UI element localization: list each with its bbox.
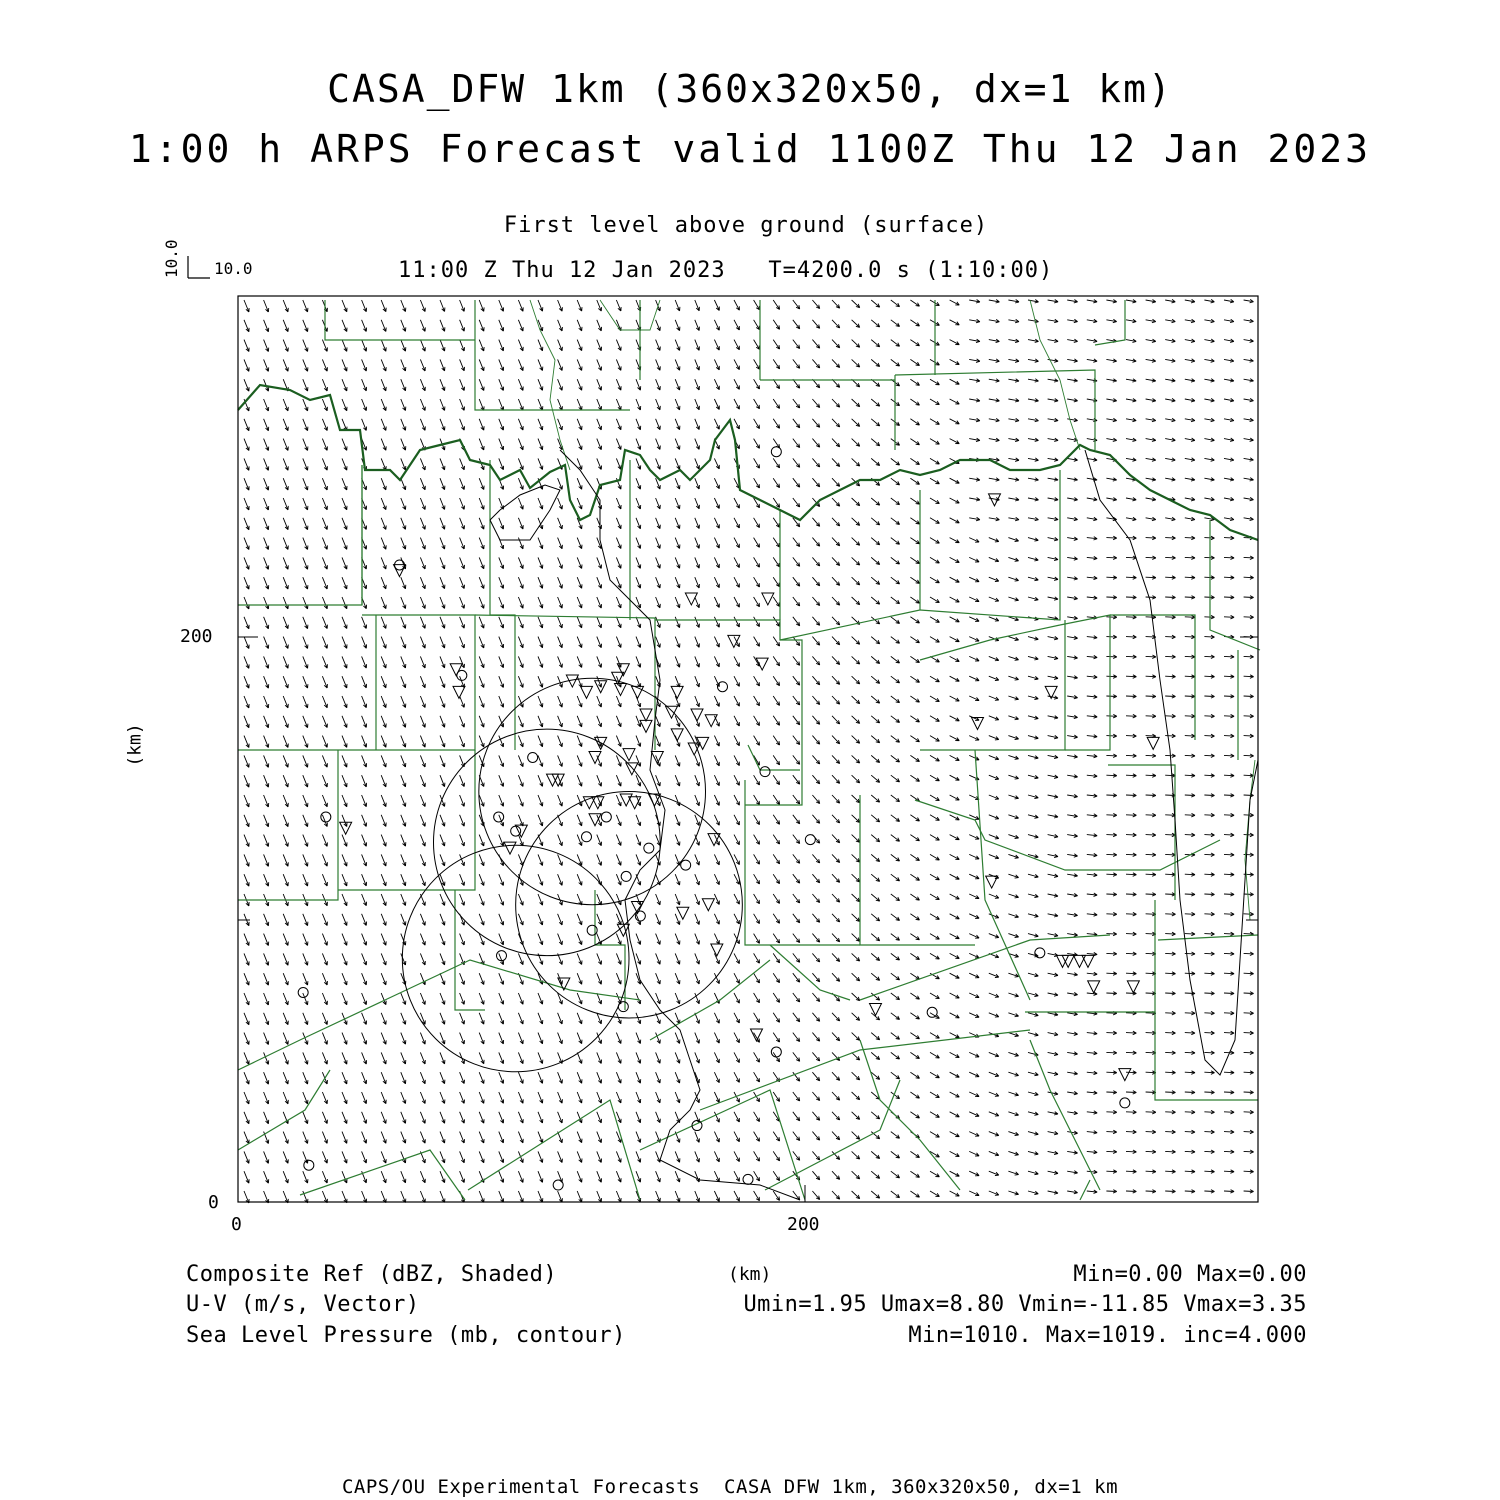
plot-frame xyxy=(238,296,1258,1202)
site-triangle-marker xyxy=(547,774,559,786)
site-triangle-marker xyxy=(1074,955,1086,967)
site-triangle-marker xyxy=(671,729,683,741)
site-triangle-marker xyxy=(595,737,607,749)
site-triangle-marker xyxy=(870,1003,882,1015)
legend-composite-ref: Composite Ref (dBZ, Shaded) xyxy=(186,1262,558,1287)
y-tick-200: 200 xyxy=(180,626,213,647)
wind-vectors xyxy=(244,299,1254,1203)
valid-time-label: 11:00 Z Thu 12 Jan 2023 T=4200.0 s (1:10:00) xyxy=(398,258,1054,283)
site-triangle-marker xyxy=(705,715,717,727)
site-triangle-marker xyxy=(1127,981,1139,993)
site-circle-marker xyxy=(760,767,770,777)
site-circle-marker xyxy=(298,987,308,997)
site-triangle-marker xyxy=(394,565,406,577)
site-triangle-marker xyxy=(671,686,683,698)
legend-slp-range: Min=1010. Max=1019. inc=4.000 xyxy=(908,1323,1307,1348)
vector-scale-u-label: 10.0 xyxy=(214,259,253,278)
site-triangle-marker xyxy=(1082,955,1094,967)
vector-scale-key xyxy=(188,256,210,278)
site-triangle-marker xyxy=(581,686,593,698)
radar-ring-1 xyxy=(479,678,706,905)
legend-uv-range: Umin=1.95 Umax=8.80 Vmin=-11.85 Vmax=3.35 xyxy=(743,1292,1307,1317)
site-circle-marker xyxy=(457,670,467,680)
legend-uv-vector: U-V (m/s, Vector) xyxy=(186,1292,420,1317)
site-triangle-marker xyxy=(1062,955,1074,967)
site-circle-marker xyxy=(582,832,592,842)
site-circle-marker xyxy=(681,860,691,870)
site-circle-marker xyxy=(321,812,331,822)
sea-level-pressure-contours xyxy=(490,450,1258,1200)
radar-range-rings xyxy=(402,678,742,1072)
legend-slp-contour: Sea Level Pressure (mb, contour) xyxy=(186,1323,626,1348)
footer-credit: CAPS/OU Experimental Forecasts CASA DFW 1km, 360x320x50, dx=1 km xyxy=(341,1476,1119,1498)
site-circle-marker xyxy=(587,925,597,935)
site-circle-marker xyxy=(644,843,654,853)
vector-scale-v-label: 10.0 xyxy=(162,239,181,278)
site-triangle-marker xyxy=(762,593,774,605)
site-triangle-marker xyxy=(702,899,714,911)
site-circle-marker xyxy=(601,812,611,822)
site-triangle-marker xyxy=(453,686,465,698)
site-circle-marker xyxy=(511,826,521,836)
site-triangle-marker xyxy=(651,751,663,763)
state-boundary-red-river xyxy=(238,385,1258,540)
legend-composite-ref-range: Min=0.00 Max=0.00 xyxy=(1073,1262,1307,1287)
site-circle-marker xyxy=(927,1007,937,1017)
title-line-1: CASA_DFW 1km (360x320x50, dx=1 km) xyxy=(327,67,1173,111)
site-circle-marker xyxy=(771,1047,781,1057)
site-circle-marker xyxy=(771,447,781,457)
site-circle-marker xyxy=(805,835,815,845)
site-triangle-marker xyxy=(623,749,635,761)
y-axis-label: (km) xyxy=(124,723,146,767)
site-triangle-marker xyxy=(986,876,998,888)
site-circle-marker xyxy=(528,752,538,762)
site-circle-marker xyxy=(1120,1098,1130,1108)
site-circle-marker xyxy=(621,871,631,881)
site-circle-marker xyxy=(618,1002,628,1012)
site-triangle-marker xyxy=(677,907,689,919)
radar-ring-4 xyxy=(402,845,629,1071)
site-triangle-marker xyxy=(1088,981,1100,993)
y-tick-0: 0 xyxy=(208,1192,219,1213)
river-lines xyxy=(530,300,1255,920)
site-circle-marker xyxy=(1035,948,1045,958)
wind-vector-field xyxy=(244,299,1254,1203)
site-triangle-marker xyxy=(751,1029,763,1041)
site-triangle-marker xyxy=(640,720,652,732)
x-tick-0: 0 xyxy=(231,1214,242,1235)
axis-ticks xyxy=(238,637,1258,1202)
site-triangle-marker xyxy=(691,709,703,721)
site-triangle-marker xyxy=(640,709,652,721)
site-triangle-marker xyxy=(504,842,516,854)
x-tick-200: 200 xyxy=(787,1214,820,1235)
site-circle-marker xyxy=(304,1160,314,1170)
level-label: First level above ground (surface) xyxy=(503,213,989,238)
site-triangle-marker xyxy=(1147,737,1159,749)
title-line-2: 1:00 h ARPS Forecast valid 1100Z Thu 12 Jan 2023 xyxy=(128,127,1372,171)
site-circle-marker xyxy=(494,812,504,822)
county-boundaries xyxy=(238,300,1260,1200)
site-triangle-marker xyxy=(1057,955,1069,967)
site-circle-marker xyxy=(743,1174,753,1184)
site-triangle-marker xyxy=(515,825,527,837)
site-circle-marker xyxy=(553,1180,563,1190)
site-triangle-marker xyxy=(450,664,462,676)
x-axis-label: (km) xyxy=(728,1264,772,1285)
site-triangle-marker xyxy=(711,944,723,956)
site-triangle-marker xyxy=(1119,1069,1131,1081)
